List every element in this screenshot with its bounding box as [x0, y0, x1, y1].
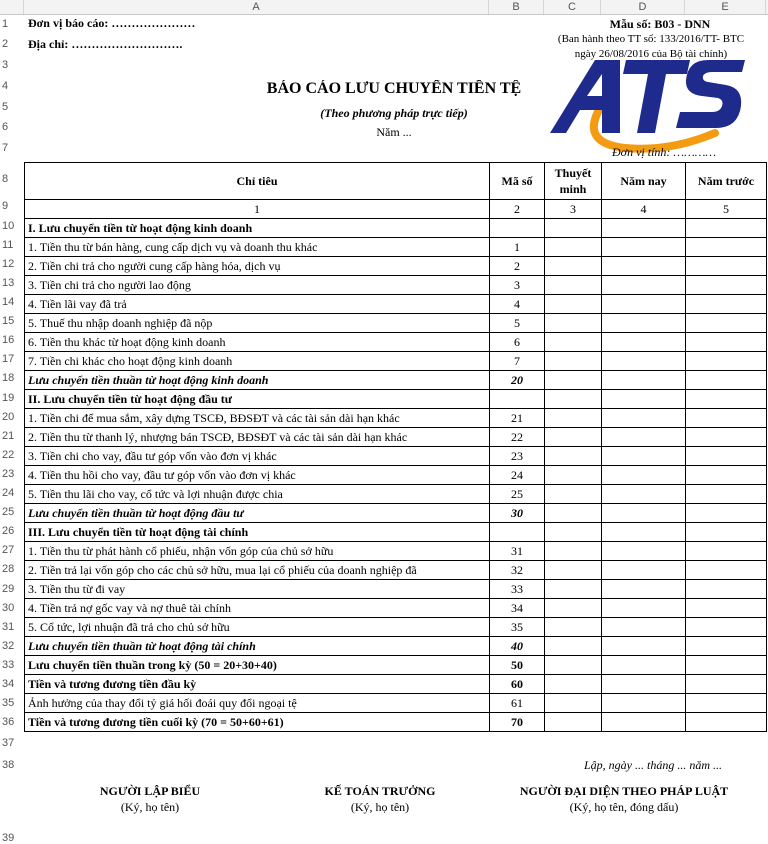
row-this-year[interactable]: [602, 675, 686, 694]
row-last-year[interactable]: [686, 390, 767, 409]
row-note[interactable]: [545, 333, 602, 352]
column-header-c[interactable]: C: [544, 0, 601, 14]
table-row: [25, 656, 767, 675]
row-code[interactable]: 21: [490, 409, 545, 428]
table-row: [25, 276, 767, 295]
row-number[interactable]: 28: [2, 563, 15, 575]
row-last-year[interactable]: [686, 276, 767, 295]
report-year: Năm ...: [376, 125, 412, 139]
row-note[interactable]: [545, 713, 602, 732]
row-label[interactable]: 3. Tiền chi cho vay, đầu tư góp vốn vào đơn vị khác: [25, 447, 490, 466]
header-indicator: Chỉ tiêu: [25, 163, 490, 200]
accountant-title: KẾ TOÁN TRƯỞNG: [324, 784, 436, 798]
row-this-year[interactable]: [602, 428, 686, 447]
row-last-year[interactable]: [686, 314, 767, 333]
row-last-year[interactable]: [686, 333, 767, 352]
row-last-year[interactable]: [686, 504, 767, 523]
row-note[interactable]: [545, 523, 602, 542]
row-this-year[interactable]: [602, 713, 686, 732]
preparer-note: (Ký, họ tên): [120, 800, 180, 814]
row-number[interactable]: 11: [2, 239, 14, 251]
row-label[interactable]: 5. Cổ tức, lợi nhuận đã trả cho chủ sở hữu: [25, 618, 490, 637]
row-code[interactable]: 25: [490, 485, 545, 504]
row-number[interactable]: 37: [2, 737, 15, 749]
row-this-year[interactable]: [602, 542, 686, 561]
table-row: [25, 314, 767, 333]
row-this-year[interactable]: [602, 390, 686, 409]
column-header-corner[interactable]: [0, 0, 24, 14]
row-last-year[interactable]: [686, 618, 767, 637]
row-code[interactable]: 7: [490, 352, 545, 371]
row-note[interactable]: [545, 504, 602, 523]
row-code[interactable]: 3: [490, 276, 545, 295]
row-code[interactable]: 40: [490, 637, 545, 656]
currency-unit: Đơn vị tính: …………: [612, 145, 717, 159]
row-last-year[interactable]: [686, 561, 767, 580]
row-number[interactable]: 35: [2, 697, 15, 709]
row-code[interactable]: [490, 219, 545, 238]
row-last-year[interactable]: [686, 637, 767, 656]
row-last-year[interactable]: [686, 656, 767, 675]
row-number[interactable]: 29: [2, 583, 15, 595]
table-row: [25, 371, 767, 390]
column-header-b[interactable]: B: [489, 0, 544, 14]
row-number[interactable]: 20: [2, 411, 15, 423]
row-number[interactable]: 38: [2, 759, 15, 771]
row-code[interactable]: 20: [490, 371, 545, 390]
legal-rep-note: (Ký, họ tên, đóng dấu): [569, 800, 679, 814]
table-row: [25, 390, 767, 409]
row-note[interactable]: [545, 637, 602, 656]
col-index-4: 4: [602, 200, 686, 219]
col-index-5: 5: [686, 200, 767, 219]
row-number[interactable]: 32: [2, 640, 15, 652]
table-row: [25, 238, 767, 257]
row-this-year[interactable]: [602, 637, 686, 656]
row-last-year[interactable]: [686, 542, 767, 561]
row-note[interactable]: [545, 257, 602, 276]
row-note[interactable]: [545, 276, 602, 295]
row-this-year[interactable]: [602, 447, 686, 466]
row-note[interactable]: [545, 580, 602, 599]
header-note: [545, 163, 602, 200]
report-method: (Theo phương pháp trực tiếp): [320, 106, 468, 120]
row-this-year[interactable]: [602, 219, 686, 238]
row-this-year[interactable]: [602, 504, 686, 523]
row-last-year[interactable]: [686, 409, 767, 428]
table-header-row: [25, 163, 767, 200]
col-index-3: 3: [545, 200, 602, 219]
header-code: Mã số: [490, 163, 545, 200]
row-label[interactable]: 1. Tiền chi để mua sắm, xây dựng TSCĐ, BĐSĐT và các tài sản dài hạn khác: [25, 409, 490, 428]
row-last-year[interactable]: [686, 447, 767, 466]
row-last-year[interactable]: [686, 219, 767, 238]
table-row: [25, 637, 767, 656]
row-code[interactable]: 35: [490, 618, 545, 637]
table-row: [25, 580, 767, 599]
row-number[interactable]: 17: [2, 353, 15, 365]
row-label[interactable]: 4. Tiền lãi vay đã trả: [25, 295, 490, 314]
row-label[interactable]: 7. Tiền chi khác cho hoạt động kinh doanh: [25, 352, 490, 371]
row-this-year[interactable]: [602, 561, 686, 580]
row-label[interactable]: 4. Tiền thu hồi cho vay, đầu tư góp vốn vào đơn vị khác: [25, 466, 490, 485]
row-code[interactable]: 6: [490, 333, 545, 352]
table-row: [25, 428, 767, 447]
row-this-year[interactable]: [602, 694, 686, 713]
row-label[interactable]: Lưu chuyển tiền thuần trong kỳ (50 = 20+30+40): [25, 656, 490, 675]
table-row: [25, 485, 767, 504]
row-last-year[interactable]: [686, 238, 767, 257]
row-number[interactable]: 39: [2, 832, 15, 844]
row-code[interactable]: [490, 523, 545, 542]
row-last-year[interactable]: [686, 580, 767, 599]
row-last-year[interactable]: [686, 694, 767, 713]
column-header-a[interactable]: A: [24, 0, 489, 14]
row-number[interactable]: 8: [2, 173, 9, 185]
row-note[interactable]: [545, 485, 602, 504]
row-note[interactable]: [545, 447, 602, 466]
column-header-d[interactable]: D: [601, 0, 685, 14]
table-row: [25, 599, 767, 618]
row-label[interactable]: 3. Tiền chi trả cho người lao động: [25, 276, 490, 295]
row-number[interactable]: 13: [2, 277, 15, 289]
row-this-year[interactable]: [602, 523, 686, 542]
row-note[interactable]: [545, 352, 602, 371]
row-number[interactable]: 3: [2, 59, 9, 71]
row-label[interactable]: III. Lưu chuyển tiền từ hoạt động tài chính: [25, 523, 490, 542]
row-label[interactable]: Tiền và tương đương tiền đầu kỳ: [25, 675, 490, 694]
issued-date: ngày 26/08/2016 của Bộ tài chính): [574, 48, 728, 60]
col-index-2: 2: [490, 200, 545, 219]
accountant-note: (Ký, họ tên): [350, 800, 410, 814]
table-row: [25, 295, 767, 314]
row-note[interactable]: [545, 542, 602, 561]
row-code[interactable]: 33: [490, 580, 545, 599]
table-row: [25, 542, 767, 561]
row-code[interactable]: 4: [490, 295, 545, 314]
row-this-year[interactable]: [602, 371, 686, 390]
row-number[interactable]: 1: [2, 18, 9, 30]
row-this-year[interactable]: [602, 352, 686, 371]
row-this-year[interactable]: [602, 314, 686, 333]
column-index-row: [25, 200, 767, 219]
row-note[interactable]: [545, 295, 602, 314]
row-last-year[interactable]: [686, 466, 767, 485]
row-code[interactable]: 23: [490, 447, 545, 466]
reporting-unit: Đơn vị báo cáo: …………………: [28, 16, 196, 30]
row-label[interactable]: 6. Tiền thu khác từ hoạt động kinh doanh: [25, 333, 490, 352]
row-note[interactable]: [545, 694, 602, 713]
row-note[interactable]: [545, 656, 602, 675]
col-index-1: 1: [25, 200, 490, 219]
row-note[interactable]: [545, 238, 602, 257]
row-label[interactable]: 2. Tiền thu từ thanh lý, nhượng bán TSCĐ, BĐSĐT và các tài sản dài hạn khác: [25, 428, 490, 447]
issued-by: (Ban hành theo TT số: 133/2016/TT- BTC: [557, 33, 745, 45]
row-label[interactable]: Lưu chuyển tiền thuần từ hoạt động kinh doanh: [25, 371, 490, 390]
row-this-year[interactable]: [602, 238, 686, 257]
row-number[interactable]: 34: [2, 678, 15, 690]
row-last-year[interactable]: [686, 295, 767, 314]
row-number[interactable]: 16: [2, 334, 15, 346]
row-label[interactable]: Lưu chuyển tiền thuần từ hoạt động tài chính: [25, 637, 490, 656]
row-label[interactable]: 2. Tiền chi trả cho người cung cấp hàng hóa, dịch vụ: [25, 257, 490, 276]
row-last-year[interactable]: [686, 675, 767, 694]
row-this-year[interactable]: [602, 257, 686, 276]
row-label[interactable]: II. Lưu chuyển tiền từ hoạt động đầu tư: [25, 390, 490, 409]
row-number[interactable]: 23: [2, 468, 15, 480]
row-this-year[interactable]: [602, 295, 686, 314]
row-this-year[interactable]: [602, 466, 686, 485]
row-this-year[interactable]: [602, 580, 686, 599]
row-note[interactable]: [545, 314, 602, 333]
header-last-year: Năm trước: [686, 163, 767, 200]
row-this-year[interactable]: [602, 409, 686, 428]
row-number[interactable]: 9: [2, 200, 9, 212]
form-number: Mẫu số: B03 - DNN: [609, 17, 711, 31]
row-number[interactable]: 10: [2, 220, 15, 232]
preparer-title: NGƯỜI LẬP BIỂU: [99, 784, 201, 798]
row-code[interactable]: 24: [490, 466, 545, 485]
row-last-year[interactable]: [686, 713, 767, 732]
row-last-year[interactable]: [686, 485, 767, 504]
row-code[interactable]: 70: [490, 713, 545, 732]
table-row: [25, 257, 767, 276]
row-last-year[interactable]: [686, 257, 767, 276]
row-last-year[interactable]: [686, 428, 767, 447]
row-label[interactable]: 4. Tiền trả nợ gốc vay và nợ thuê tài chính: [25, 599, 490, 618]
header-note-label: Thuyết minh: [554, 166, 592, 196]
row-note[interactable]: [545, 390, 602, 409]
row-code[interactable]: 1: [490, 238, 545, 257]
row-code[interactable]: 30: [490, 504, 545, 523]
table-row: [25, 352, 767, 371]
row-note[interactable]: [545, 599, 602, 618]
row-label[interactable]: 5. Tiền thu lãi cho vay, cổ tức và lợi nhuận được chia: [25, 485, 490, 504]
table-row: [25, 694, 767, 713]
row-number[interactable]: 24: [2, 487, 15, 499]
column-header-e[interactable]: E: [685, 0, 766, 14]
column-header-bar: [0, 0, 768, 15]
row-label[interactable]: 3. Tiền thu từ đi vay: [25, 580, 490, 599]
row-number[interactable]: 26: [2, 525, 15, 537]
row-code[interactable]: 31: [490, 542, 545, 561]
row-number[interactable]: 15: [2, 315, 15, 327]
row-last-year[interactable]: [686, 523, 767, 542]
row-this-year[interactable]: [602, 276, 686, 295]
row-code[interactable]: 60: [490, 675, 545, 694]
row-number[interactable]: 19: [2, 392, 15, 404]
row-number[interactable]: 7: [2, 142, 9, 154]
row-number[interactable]: 5: [2, 101, 9, 113]
row-label[interactable]: 1. Tiền thu từ bán hàng, cung cấp dịch vụ và doanh thu khác: [25, 238, 490, 257]
table-row: [25, 675, 767, 694]
row-number[interactable]: 31: [2, 621, 15, 633]
date-line: Lập, ngày ... tháng ... năm ...: [584, 758, 722, 772]
row-number[interactable]: 6: [2, 121, 9, 133]
row-code[interactable]: 2: [490, 257, 545, 276]
row-code[interactable]: 50: [490, 656, 545, 675]
row-number[interactable]: 30: [2, 602, 15, 614]
row-number[interactable]: 27: [2, 544, 15, 556]
row-number[interactable]: 2: [2, 38, 9, 50]
row-code[interactable]: [490, 390, 545, 409]
row-number[interactable]: 33: [2, 659, 15, 671]
table-row: [25, 219, 767, 238]
table-row: [25, 504, 767, 523]
row-number[interactable]: 14: [2, 296, 15, 308]
row-label[interactable]: I. Lưu chuyển tiền từ hoạt động kinh doanh: [25, 219, 490, 238]
row-note[interactable]: [545, 675, 602, 694]
row-last-year[interactable]: [686, 371, 767, 390]
row-label[interactable]: 5. Thuế thu nhập doanh nghiệp đã nộp: [25, 314, 490, 333]
row-last-year[interactable]: [686, 599, 767, 618]
table-row: [25, 618, 767, 637]
row-this-year[interactable]: [602, 599, 686, 618]
row-label[interactable]: Lưu chuyển tiền thuần từ hoạt động đầu tư: [25, 504, 490, 523]
row-number[interactable]: 12: [2, 258, 15, 270]
row-number[interactable]: 22: [2, 449, 15, 461]
legal-rep-title: NGƯỜI ĐẠI DIỆN THEO PHÁP LUẬT: [519, 784, 729, 798]
row-this-year[interactable]: [602, 333, 686, 352]
row-note[interactable]: [545, 371, 602, 390]
row-code[interactable]: 32: [490, 561, 545, 580]
address-line: Địa chỉ: ……………………….: [28, 37, 183, 51]
row-note[interactable]: [545, 618, 602, 637]
table-row: [25, 333, 767, 352]
row-label[interactable]: Tiền và tương đương tiền cuối kỳ (70 = 50+60+61): [25, 713, 490, 732]
row-number[interactable]: 21: [2, 430, 15, 442]
row-number[interactable]: 18: [2, 372, 15, 384]
row-number[interactable]: 4: [2, 80, 9, 92]
row-note[interactable]: [545, 466, 602, 485]
table-row: [25, 466, 767, 485]
row-number[interactable]: 36: [2, 716, 15, 728]
table-row: [25, 713, 767, 732]
table-row: [25, 523, 767, 542]
row-code[interactable]: 5: [490, 314, 545, 333]
row-code[interactable]: 22: [490, 428, 545, 447]
row-number[interactable]: 25: [2, 506, 15, 518]
cash-flow-table: [24, 162, 767, 732]
row-code[interactable]: 61: [490, 694, 545, 713]
table-row: [25, 409, 767, 428]
row-label[interactable]: Ảnh hưởng của thay đổi tỷ giá hối đoái quy đổi ngoại tệ: [25, 694, 490, 713]
row-this-year[interactable]: [602, 656, 686, 675]
row-this-year[interactable]: [602, 485, 686, 504]
ats-logo: [540, 48, 750, 158]
row-note[interactable]: [545, 409, 602, 428]
report-title: BÁO CÁO LƯU CHUYỂN TIỀN TỆ: [266, 80, 522, 97]
row-code[interactable]: 34: [490, 599, 545, 618]
row-label[interactable]: 1. Tiền thu từ phát hành cổ phiếu, nhận vốn góp của chủ sở hữu: [25, 542, 490, 561]
row-note[interactable]: [545, 561, 602, 580]
table-row: [25, 447, 767, 466]
header-this-year: Năm nay: [602, 163, 686, 200]
row-label[interactable]: 2. Tiền trả lại vốn góp cho các chủ sở hữu, mua lại cổ phiếu của doanh nghiệp đã: [25, 561, 490, 580]
row-note[interactable]: [545, 219, 602, 238]
table-row: [25, 561, 767, 580]
row-this-year[interactable]: [602, 618, 686, 637]
row-last-year[interactable]: [686, 352, 767, 371]
row-note[interactable]: [545, 428, 602, 447]
